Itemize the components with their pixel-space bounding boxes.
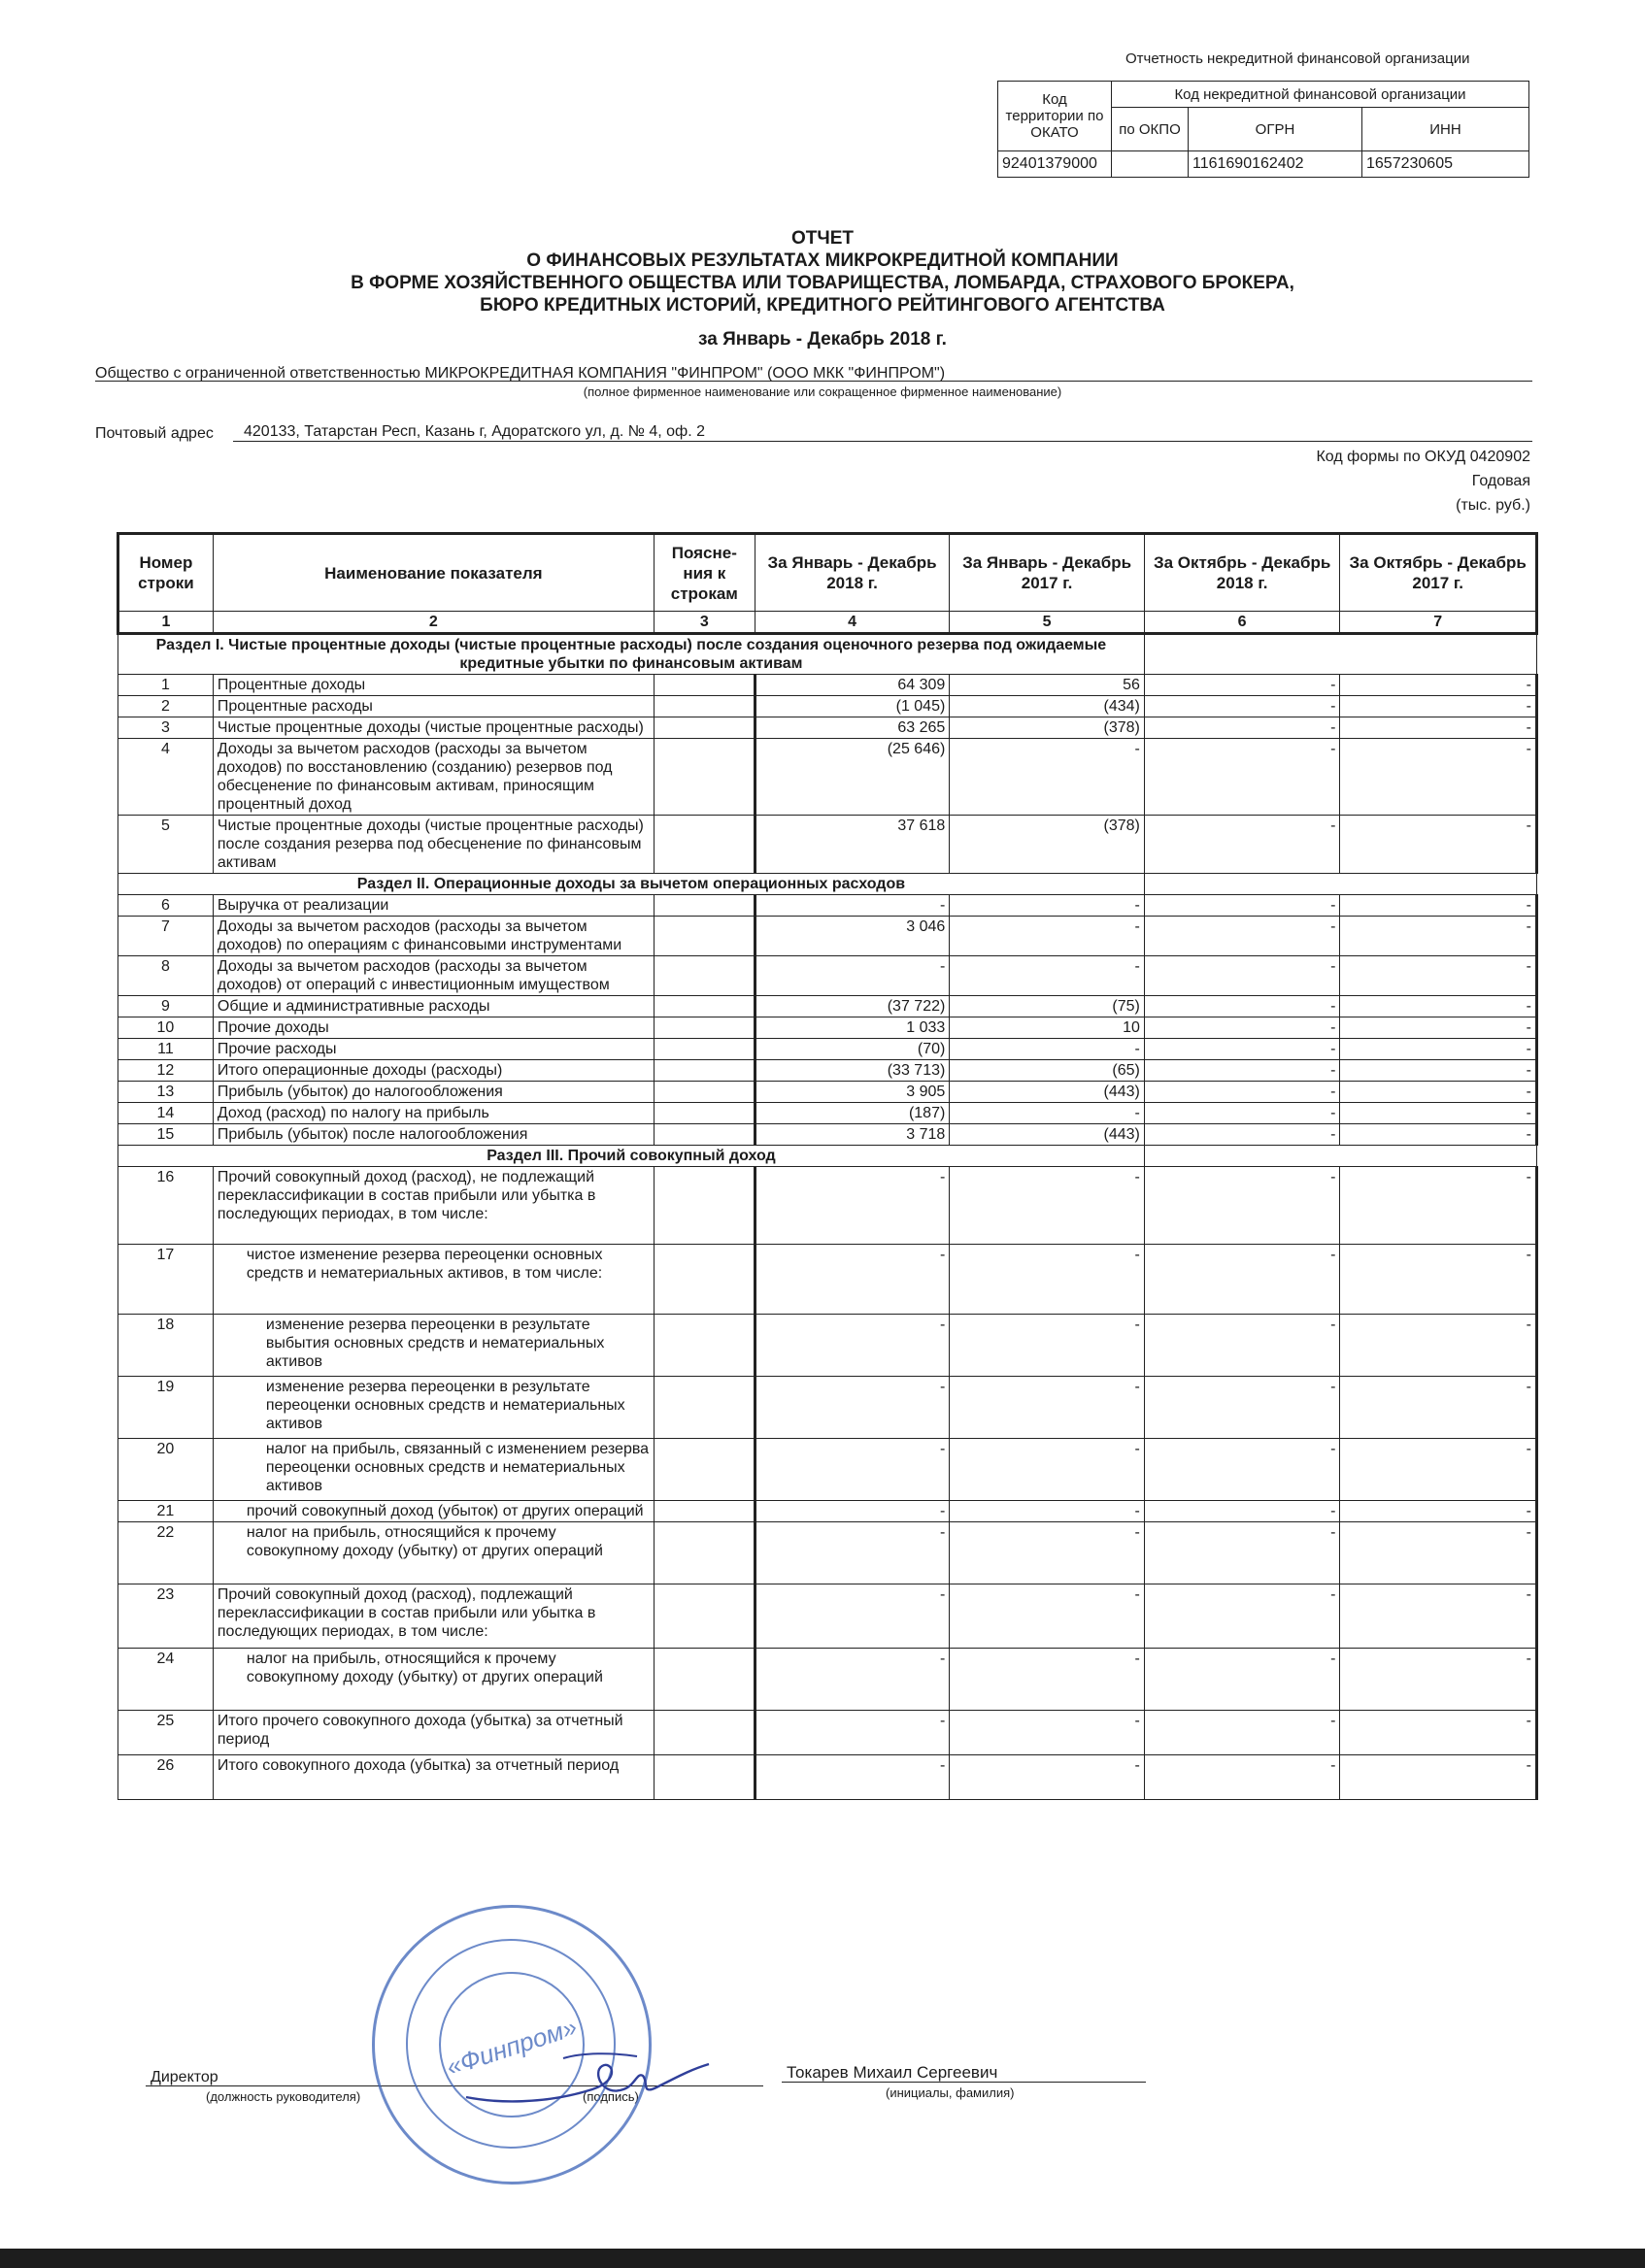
row-number: 18	[118, 1315, 214, 1377]
value-2017-full: -	[950, 1584, 1145, 1649]
value-2017-q4: -	[1340, 1315, 1537, 1377]
value-2017-q4: -	[1340, 917, 1537, 956]
row-indicator-name: Прочие доходы	[213, 1017, 654, 1039]
value-2017-q4: -	[1340, 717, 1537, 739]
table-row	[118, 1439, 1537, 1501]
row-indicator-name: Общие и административные расходы	[213, 996, 654, 1017]
report-title-line4: БЮРО КРЕДИТНЫХ ИСТОРИЙ, КРЕДИТНОГО РЕЙТИНГОВОГО АГЕНТСТВА	[480, 295, 1165, 316]
table-row	[118, 1245, 1537, 1315]
row-notes	[654, 1755, 755, 1800]
value-2018-full: -	[755, 1755, 950, 1800]
seal-text: «Финпром»	[442, 2012, 581, 2082]
position-caption: (должность руководителя)	[206, 2089, 361, 2104]
value-2017-q4: -	[1340, 1103, 1537, 1124]
value-2018-full: 3 718	[755, 1124, 950, 1146]
value-2017-q4: -	[1340, 1755, 1537, 1800]
row-number: 17	[118, 1245, 214, 1315]
value-2017-q4: -	[1340, 1245, 1537, 1315]
table-row	[118, 696, 1537, 717]
period-type: Годовая	[1471, 473, 1530, 489]
table-row	[118, 1584, 1537, 1649]
name-caption: (инициалы, фамилия)	[886, 2085, 1015, 2100]
table-row	[118, 717, 1537, 739]
value-2018-q4: -	[1144, 675, 1340, 696]
value-2018-q4: -	[1144, 1439, 1340, 1501]
value-2018-q4: -	[1144, 816, 1340, 874]
value-2017-full: -	[950, 1439, 1145, 1501]
col-header-2017-full: За Январь - Декабрь 2017 г.	[950, 534, 1145, 612]
table-body	[118, 634, 1537, 1800]
col-number: 3	[654, 612, 755, 634]
value-2017-full: -	[950, 1711, 1145, 1755]
row-number: 2	[118, 696, 214, 717]
okato-label: Код территории по ОКАТО	[998, 82, 1112, 151]
report-title-line2: О ФИНАНСОВЫХ РЕЗУЛЬТАТАХ МИКРОКРЕДИТНОЙ КОМПАНИИ	[526, 250, 1119, 271]
col-number: 5	[950, 612, 1145, 634]
row-notes	[654, 1245, 755, 1315]
value-2018-q4: -	[1144, 1124, 1340, 1146]
row-number: 23	[118, 1584, 214, 1649]
value-2017-full: -	[950, 1315, 1145, 1377]
row-indicator-name: налог на прибыль, относящийся к прочему совокупному доходу (убытку) от других операций	[213, 1649, 654, 1711]
col-number: 7	[1340, 612, 1537, 634]
value-2018-full: 63 265	[755, 717, 950, 739]
row-number: 20	[118, 1439, 214, 1501]
value-2017-full: (65)	[950, 1060, 1145, 1082]
value-2018-q4: -	[1144, 1649, 1340, 1711]
table-row	[118, 1649, 1537, 1711]
org-name-underline	[95, 381, 1532, 382]
value-2017-q4: -	[1340, 996, 1537, 1017]
value-2017-full: (75)	[950, 996, 1145, 1017]
table-row	[118, 1124, 1537, 1146]
table-row	[118, 956, 1537, 996]
value-2018-full: -	[755, 1522, 950, 1584]
row-indicator-name: изменение резерва переоценки в результате переоценки основных средств и нематериальных активов	[213, 1377, 654, 1439]
row-indicator-name: Прочий совокупный доход (расход), не подлежащий переклассификации в состав прибыли или убытка в последующих периодах, в том числе:	[213, 1167, 654, 1245]
value-2017-q4: -	[1340, 1711, 1537, 1755]
col-number: 2	[213, 612, 654, 634]
report-type-label: Отчетность некредитной финансовой организации	[1125, 50, 1470, 67]
row-notes	[654, 1584, 755, 1649]
section-header	[118, 1146, 1537, 1167]
signature-caption: (подпись)	[583, 2089, 639, 2104]
row-notes	[654, 739, 755, 816]
value-2018-q4: -	[1144, 1103, 1340, 1124]
row-number: 21	[118, 1501, 214, 1522]
row-number: 7	[118, 917, 214, 956]
value-2018-q4: -	[1144, 1584, 1340, 1649]
table-row	[118, 1755, 1537, 1800]
col-number: 6	[1144, 612, 1340, 634]
okud-code: Код формы по ОКУД 0420902	[1316, 449, 1530, 465]
value-2017-q4: -	[1340, 675, 1537, 696]
value-2018-q4: -	[1144, 917, 1340, 956]
row-number: 1	[118, 675, 214, 696]
row-indicator-name: Доходы за вычетом расходов (расходы за вычетом доходов) по операциям с финансовыми инструментами	[213, 917, 654, 956]
value-2018-q4: -	[1144, 1501, 1340, 1522]
value-2017-full: (378)	[950, 816, 1145, 874]
section-blank	[1144, 874, 1536, 895]
col-header-row-number: Номер строки	[118, 534, 214, 612]
row-indicator-name: Итого совокупного дохода (убытка) за отчетный период	[213, 1755, 654, 1800]
row-notes	[654, 1124, 755, 1146]
value-2017-q4: -	[1340, 1522, 1537, 1584]
ogrn-value: 1161690162402	[1189, 151, 1362, 178]
section-2-title: Раздел II. Операционные доходы за вычетом операционных расходов	[118, 874, 1145, 895]
value-2017-q4: -	[1340, 1439, 1537, 1501]
value-2018-full: -	[755, 1649, 950, 1711]
table-row	[118, 1377, 1537, 1439]
row-notes	[654, 1103, 755, 1124]
value-2018-full: -	[755, 956, 950, 996]
value-2018-q4: -	[1144, 956, 1340, 996]
row-notes	[654, 1039, 755, 1060]
table-row	[118, 1522, 1537, 1584]
value-2018-full: -	[755, 1377, 950, 1439]
row-indicator-name: прочий совокупный доход (убыток) от других операций	[213, 1501, 654, 1522]
org-name: Общество с ограниченной ответственностью МИКРОКРЕДИТНАЯ КОМПАНИЯ "ФИНПРОМ" (ООО МКК "ФИНПРОМ")	[95, 365, 946, 382]
row-notes	[654, 1167, 755, 1245]
value-2017-full: -	[950, 1167, 1145, 1245]
report-title-line1: ОТЧЕТ	[790, 228, 854, 249]
postal-address: 420133, Татарстан Респ, Казань г, Адоратского ул, д. № 4, оф. 2	[244, 423, 705, 440]
value-2018-q4: -	[1144, 1245, 1340, 1315]
row-number: 22	[118, 1522, 214, 1584]
table-row	[118, 1039, 1537, 1060]
row-number: 6	[118, 895, 214, 917]
report-period: за Январь - Декабрь 2018 г.	[698, 329, 947, 350]
inn-label: ИНН	[1362, 108, 1529, 151]
row-number: 16	[118, 1167, 214, 1245]
row-indicator-name: Процентные расходы	[213, 696, 654, 717]
org-codes-table	[997, 81, 1529, 178]
table-row	[118, 816, 1537, 874]
value-2017-q4: -	[1340, 1017, 1537, 1039]
okpo-value	[1112, 151, 1189, 178]
row-indicator-name: Выручка от реализации	[213, 895, 654, 917]
row-indicator-name: Доходы за вычетом расходов (расходы за вычетом доходов) от операций с инвестиционным имуществом	[213, 956, 654, 996]
value-2018-full: 1 033	[755, 1017, 950, 1039]
row-indicator-name: Прочие расходы	[213, 1039, 654, 1060]
value-2018-full: -	[755, 895, 950, 917]
col-number: 4	[755, 612, 950, 634]
value-2018-q4: -	[1144, 1039, 1340, 1060]
row-notes	[654, 956, 755, 996]
row-notes	[654, 1315, 755, 1377]
financial-results-table	[117, 532, 1538, 1800]
director-position: Директор	[151, 2069, 218, 2085]
row-notes	[654, 1439, 755, 1501]
row-notes	[654, 675, 755, 696]
value-2018-full: (25 646)	[755, 739, 950, 816]
units: (тыс. руб.)	[1456, 497, 1530, 514]
scan-bottom-edge	[0, 2249, 1645, 2268]
table-row	[118, 1501, 1537, 1522]
value-2018-full: -	[755, 1501, 950, 1522]
value-2018-full: (70)	[755, 1039, 950, 1060]
row-notes	[654, 1711, 755, 1755]
value-2018-q4: -	[1144, 1377, 1340, 1439]
row-number: 26	[118, 1755, 214, 1800]
col-header-notes: Поясне-ния к строкам	[654, 534, 755, 612]
value-2017-full: (434)	[950, 696, 1145, 717]
row-indicator-name: Итого прочего совокупного дохода (убытка) за отчетный период	[213, 1711, 654, 1755]
ogrn-label: ОГРН	[1189, 108, 1362, 151]
director-name: Токарев Михаил Сергеевич	[787, 2063, 998, 2082]
table-row	[118, 675, 1537, 696]
row-number: 4	[118, 739, 214, 816]
section-header	[118, 634, 1537, 675]
value-2018-full: 3 905	[755, 1082, 950, 1103]
row-number: 9	[118, 996, 214, 1017]
row-number: 15	[118, 1124, 214, 1146]
value-2017-q4: -	[1340, 1167, 1537, 1245]
value-2017-q4: -	[1340, 816, 1537, 874]
value-2017-full: 10	[950, 1017, 1145, 1039]
value-2018-q4: -	[1144, 1755, 1340, 1800]
row-notes	[654, 717, 755, 739]
row-indicator-name: Чистые процентные доходы (чистые процентные расходы) после создания резерва под обесценение по финансовым активам	[213, 816, 654, 874]
row-indicator-name: Итого операционные доходы (расходы)	[213, 1060, 654, 1082]
table-row	[118, 1167, 1537, 1245]
row-notes	[654, 1522, 755, 1584]
value-2018-q4: -	[1144, 696, 1340, 717]
value-2018-q4: -	[1144, 1082, 1340, 1103]
row-number: 12	[118, 1060, 214, 1082]
address-label: Почтовый адрес	[95, 425, 214, 442]
name-line	[782, 2082, 1146, 2083]
row-notes	[654, 895, 755, 917]
table-row	[118, 739, 1537, 816]
value-2017-q4: -	[1340, 1082, 1537, 1103]
row-number: 14	[118, 1103, 214, 1124]
row-indicator-name: Доходы за вычетом расходов (расходы за вычетом доходов) по восстановлению (созданию) резервов под обесценение по финансовым активам, приносящим процентный доход	[213, 739, 654, 816]
value-2018-q4: -	[1144, 1315, 1340, 1377]
value-2017-full: -	[950, 1649, 1145, 1711]
value-2018-q4: -	[1144, 895, 1340, 917]
value-2017-full: -	[950, 1755, 1145, 1800]
value-2018-full: (33 713)	[755, 1060, 950, 1082]
row-indicator-name: Прочий совокупный доход (расход), подлежащий переклассификации в состав прибыли или убытка в последующих периодах, в том числе:	[213, 1584, 654, 1649]
row-indicator-name: Прибыль (убыток) после налогообложения	[213, 1124, 654, 1146]
value-2017-full: -	[950, 739, 1145, 816]
value-2017-q4: -	[1340, 696, 1537, 717]
section-3-title: Раздел III. Прочий совокупный доход	[118, 1146, 1145, 1167]
row-notes	[654, 1017, 755, 1039]
value-2017-full: (443)	[950, 1124, 1145, 1146]
company-seal	[372, 1905, 652, 2185]
row-number: 3	[118, 717, 214, 739]
okato-value: 92401379000	[998, 151, 1112, 178]
row-notes	[654, 996, 755, 1017]
org-code-label: Код некредитной финансовой организации	[1112, 82, 1529, 108]
value-2017-q4: -	[1340, 1060, 1537, 1082]
table-row	[118, 1060, 1537, 1082]
value-2018-full: (1 045)	[755, 696, 950, 717]
inn-value: 1657230605	[1362, 151, 1529, 178]
okpo-label: по ОКПО	[1112, 108, 1189, 151]
section-1-title: Раздел I. Чистые процентные доходы (чистые процентные расходы) после создания оценочного резерва под ожидаемые кредитные убытки по финансовым активам	[118, 634, 1145, 675]
row-notes	[654, 816, 755, 874]
value-2018-q4: -	[1144, 739, 1340, 816]
row-notes	[654, 1082, 755, 1103]
row-indicator-name: изменение резерва переоценки в результате выбытия основных средств и нематериальных активов	[213, 1315, 654, 1377]
value-2018-full: -	[755, 1711, 950, 1755]
row-indicator-name: чистое изменение резерва переоценки основных средств и нематериальных активов, в том числе:	[213, 1245, 654, 1315]
value-2017-q4: -	[1340, 956, 1537, 996]
value-2018-full: (187)	[755, 1103, 950, 1124]
col-header-2018-q4: За Октябрь - Декабрь 2018 г.	[1144, 534, 1340, 612]
col-header-2018-full: За Январь - Декабрь 2018 г.	[755, 534, 950, 612]
value-2018-q4: -	[1144, 996, 1340, 1017]
table-row	[118, 917, 1537, 956]
row-notes	[654, 696, 755, 717]
value-2018-q4: -	[1144, 1017, 1340, 1039]
row-indicator-name: Прибыль (убыток) до налогообложения	[213, 1082, 654, 1103]
section-header	[118, 874, 1537, 895]
section-blank	[1144, 1146, 1536, 1167]
value-2017-full: -	[950, 956, 1145, 996]
value-2017-q4: -	[1340, 895, 1537, 917]
row-notes	[654, 1649, 755, 1711]
value-2018-full: 3 046	[755, 917, 950, 956]
value-2017-q4: -	[1340, 1124, 1537, 1146]
value-2018-full: -	[755, 1439, 950, 1501]
row-number: 10	[118, 1017, 214, 1039]
value-2018-full: -	[755, 1245, 950, 1315]
row-notes	[654, 1060, 755, 1082]
row-notes	[654, 1501, 755, 1522]
col-header-2017-q4: За Октябрь - Декабрь 2017 г.	[1340, 534, 1537, 612]
report-title-line3: В ФОРМЕ ХОЗЯЙСТВЕННОГО ОБЩЕСТВА ИЛИ ТОВАРИЩЕСТВА, ЛОМБАРДА, СТРАХОВОГО БРОКЕРА,	[351, 273, 1294, 293]
col-header-indicator: Наименование показателя	[213, 534, 654, 612]
value-2017-full: -	[950, 1103, 1145, 1124]
row-notes	[654, 917, 755, 956]
value-2018-q4: -	[1144, 1060, 1340, 1082]
value-2017-q4: -	[1340, 1377, 1537, 1439]
value-2017-q4: -	[1340, 1501, 1537, 1522]
address-underline	[233, 441, 1532, 442]
value-2017-q4: -	[1340, 739, 1537, 816]
row-number: 5	[118, 816, 214, 874]
row-number: 11	[118, 1039, 214, 1060]
value-2018-full: -	[755, 1315, 950, 1377]
value-2018-full: -	[755, 1584, 950, 1649]
value-2017-full: -	[950, 1501, 1145, 1522]
value-2017-full: 56	[950, 675, 1145, 696]
table-row	[118, 1711, 1537, 1755]
value-2018-q4: -	[1144, 1167, 1340, 1245]
value-2017-q4: -	[1340, 1649, 1537, 1711]
value-2018-q4: -	[1144, 717, 1340, 739]
row-notes	[654, 1377, 755, 1439]
value-2018-full: (37 722)	[755, 996, 950, 1017]
section-1-blank	[1144, 634, 1536, 675]
row-number: 25	[118, 1711, 214, 1755]
value-2018-q4: -	[1144, 1522, 1340, 1584]
value-2017-full: -	[950, 1245, 1145, 1315]
value-2017-q4: -	[1340, 1584, 1537, 1649]
value-2017-full: -	[950, 1522, 1145, 1584]
value-2017-full: -	[950, 895, 1145, 917]
row-indicator-name: Процентные доходы	[213, 675, 654, 696]
col-number: 1	[118, 612, 214, 634]
value-2017-full: -	[950, 917, 1145, 956]
handwritten-signature	[456, 2047, 719, 2115]
table-row	[118, 1103, 1537, 1124]
table-row	[118, 1017, 1537, 1039]
row-number: 19	[118, 1377, 214, 1439]
row-indicator-name: Чистые процентные доходы (чистые процентные расходы)	[213, 717, 654, 739]
org-name-caption: (полное фирменное наименование или сокращенное фирменное наименование)	[583, 384, 1062, 399]
value-2018-full: -	[755, 1167, 950, 1245]
row-number: 8	[118, 956, 214, 996]
value-2018-full: 37 618	[755, 816, 950, 874]
value-2017-full: -	[950, 1039, 1145, 1060]
table-row	[118, 895, 1537, 917]
value-2017-full: (378)	[950, 717, 1145, 739]
value-2017-full: -	[950, 1377, 1145, 1439]
value-2018-q4: -	[1144, 1711, 1340, 1755]
row-indicator-name: налог на прибыль, связанный с изменением резерва переоценки основных средств и нематериальных активов	[213, 1439, 654, 1501]
value-2017-full: (443)	[950, 1082, 1145, 1103]
table-row	[118, 996, 1537, 1017]
table-row	[118, 1315, 1537, 1377]
value-2017-q4: -	[1340, 1039, 1537, 1060]
value-2018-full: 64 309	[755, 675, 950, 696]
table-row	[118, 1082, 1537, 1103]
row-number: 13	[118, 1082, 214, 1103]
row-number: 24	[118, 1649, 214, 1711]
row-indicator-name: Доход (расход) по налогу на прибыль	[213, 1103, 654, 1124]
row-indicator-name: налог на прибыль, относящийся к прочему совокупному доходу (убытку) от других операций	[213, 1522, 654, 1584]
